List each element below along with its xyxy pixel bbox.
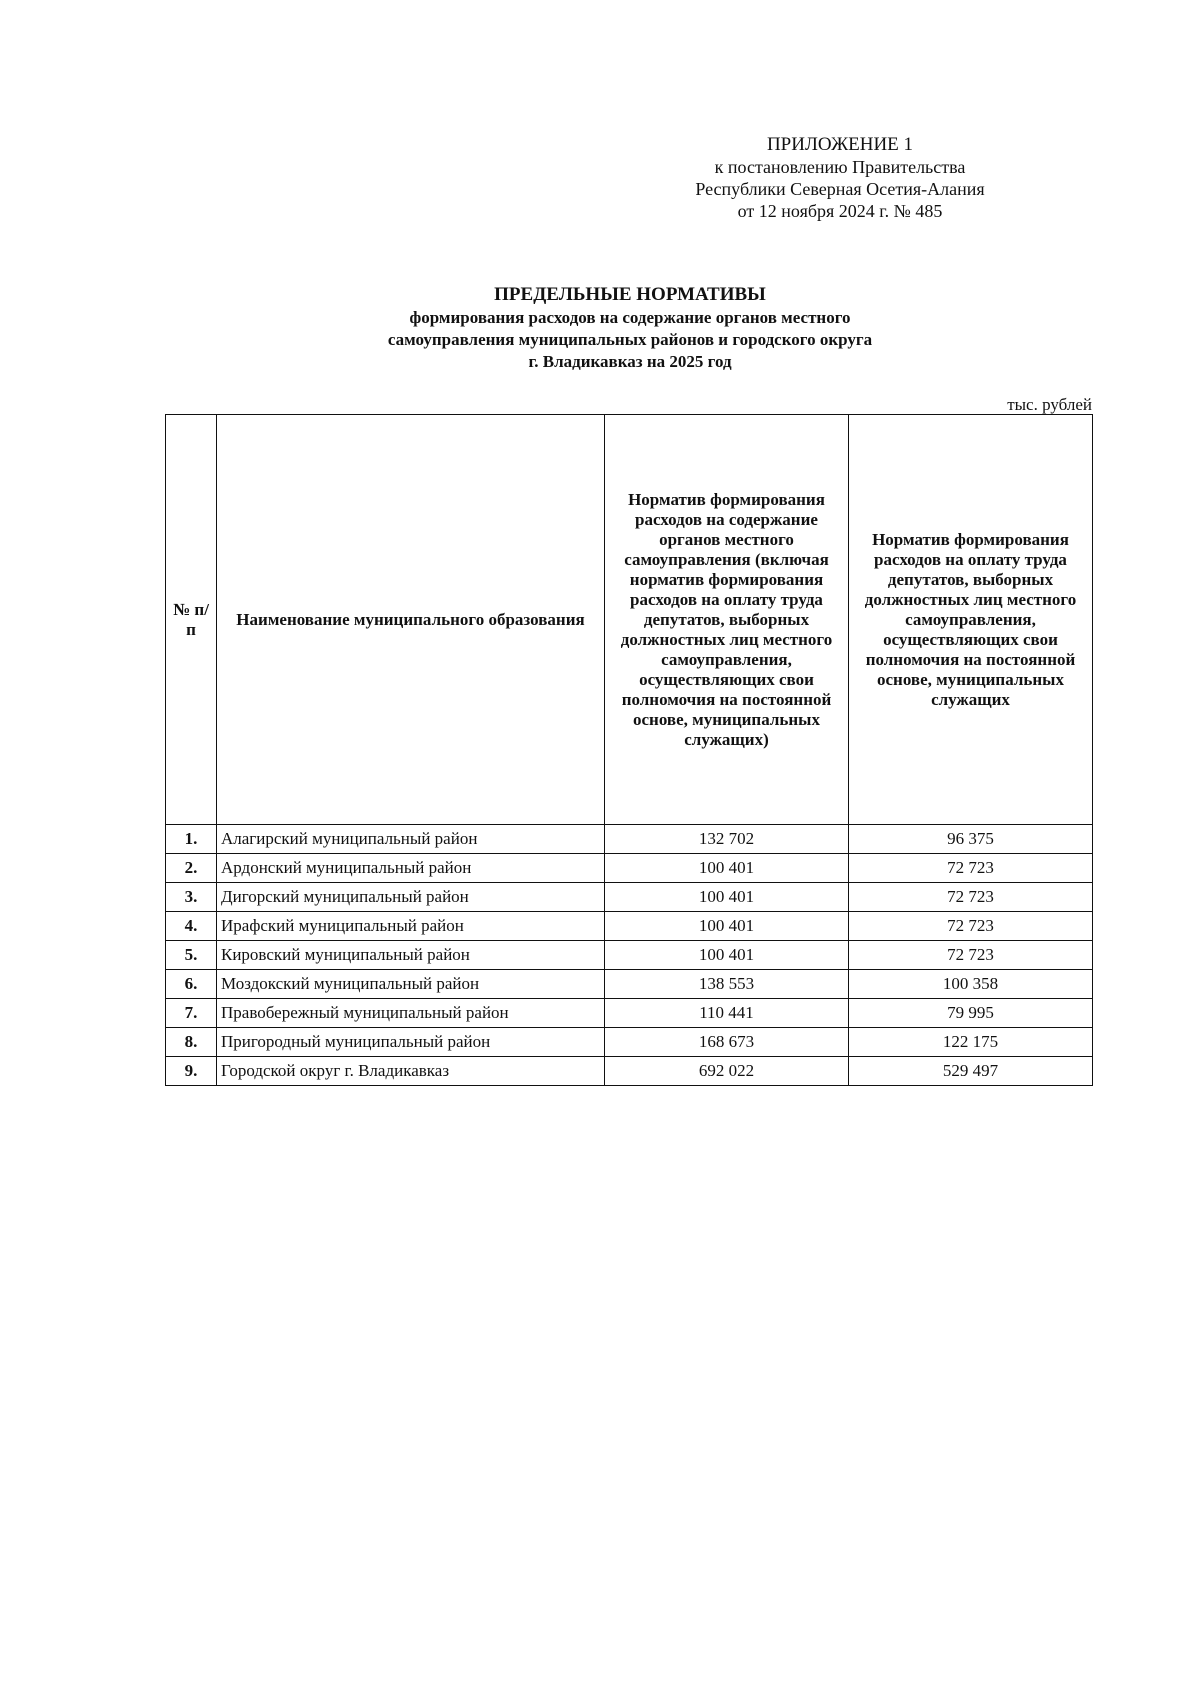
municipality-name: Пригородный муниципальный район	[217, 1028, 605, 1057]
labor-norm-value: 79 995	[849, 999, 1093, 1028]
appendix-title: ПРИЛОЖЕНИЕ 1	[766, 134, 914, 155]
table-row	[166, 970, 1093, 999]
labor-norm-value: 72 723	[849, 912, 1093, 941]
row-number: 3.	[166, 883, 217, 912]
document-subtitle-line-1: формирования расходов на содержание органов местного	[409, 308, 851, 327]
municipality-name: Моздокский муниципальный район	[217, 970, 605, 999]
table-row	[166, 825, 1093, 854]
municipality-name: Дигорский муниципальный район	[217, 883, 605, 912]
municipality-name: Правобережный муниципальный район	[217, 999, 605, 1028]
header-labor-norm: Норматив формирования расходов на оплату труда депутатов, выборных должностных лиц местного самоуправления, осуществляющих свои полномочия на постоянной основе, муниципальных служащих	[849, 415, 1093, 825]
header-number: № п/п	[166, 415, 217, 825]
row-number: 6.	[166, 970, 217, 999]
total-norm-value: 692 022	[605, 1057, 849, 1086]
units-label: тыс. рублей	[1007, 395, 1092, 414]
row-number: 4.	[166, 912, 217, 941]
row-number: 1.	[166, 825, 217, 854]
table-row	[166, 1057, 1093, 1086]
total-norm-value: 100 401	[605, 912, 849, 941]
appendix-republic: Республики Северная Осетия-Алания	[695, 179, 985, 199]
municipality-name: Алагирский муниципальный район	[217, 825, 605, 854]
document-subtitle-line-3: г. Владикавказ на 2025 год	[528, 352, 732, 371]
header-total-norm: Норматив формирования расходов на содержание органов местного самоуправления (включая норматив формирования расходов на оплату труда депутатов, выборных должностных лиц местного самоуправления, осуществляющих свои полномочия на постоянной основе, муниципальных служащих)	[605, 415, 849, 825]
labor-norm-value: 96 375	[849, 825, 1093, 854]
municipality-name: Ирафский муниципальный район	[217, 912, 605, 941]
labor-norm-value: 72 723	[849, 883, 1093, 912]
total-norm-value: 100 401	[605, 854, 849, 883]
row-number: 8.	[166, 1028, 217, 1057]
document-subtitle-line-2: самоуправления муниципальных районов и городского округа	[387, 330, 873, 349]
table-row	[166, 941, 1093, 970]
appendix-date-number: от 12 ноября 2024 г. № 485	[737, 201, 943, 221]
appendix-reference: к постановлению Правительства	[714, 157, 966, 177]
table-row	[166, 999, 1093, 1028]
appendix-block	[690, 134, 990, 222]
municipality-name: Городской округ г. Владикавказ	[217, 1057, 605, 1086]
document-title: ПРЕДЕЛЬНЫЕ НОРМАТИВЫ	[494, 284, 766, 305]
row-number: 2.	[166, 854, 217, 883]
total-norm-value: 100 401	[605, 941, 849, 970]
total-norm-value: 132 702	[605, 825, 849, 854]
table-row	[166, 883, 1093, 912]
labor-norm-value: 529 497	[849, 1057, 1093, 1086]
table-row	[166, 854, 1093, 883]
total-norm-value: 110 441	[605, 999, 849, 1028]
municipality-name: Ардонский муниципальный район	[217, 854, 605, 883]
total-norm-value: 168 673	[605, 1028, 849, 1057]
table-row	[166, 1028, 1093, 1057]
labor-norm-value: 100 358	[849, 970, 1093, 999]
total-norm-value: 100 401	[605, 883, 849, 912]
document-title-block	[300, 283, 960, 373]
row-number: 5.	[166, 941, 217, 970]
total-norm-value: 138 553	[605, 970, 849, 999]
table-header-row	[166, 415, 1093, 825]
table-row	[166, 912, 1093, 941]
labor-norm-value: 72 723	[849, 854, 1093, 883]
municipality-name: Кировский муниципальный район	[217, 941, 605, 970]
labor-norm-value: 122 175	[849, 1028, 1093, 1057]
row-number: 7.	[166, 999, 217, 1028]
row-number: 9.	[166, 1057, 217, 1086]
header-municipality-name: Наименование муниципального образования	[217, 415, 605, 825]
norms-table	[165, 414, 1093, 1086]
labor-norm-value: 72 723	[849, 941, 1093, 970]
